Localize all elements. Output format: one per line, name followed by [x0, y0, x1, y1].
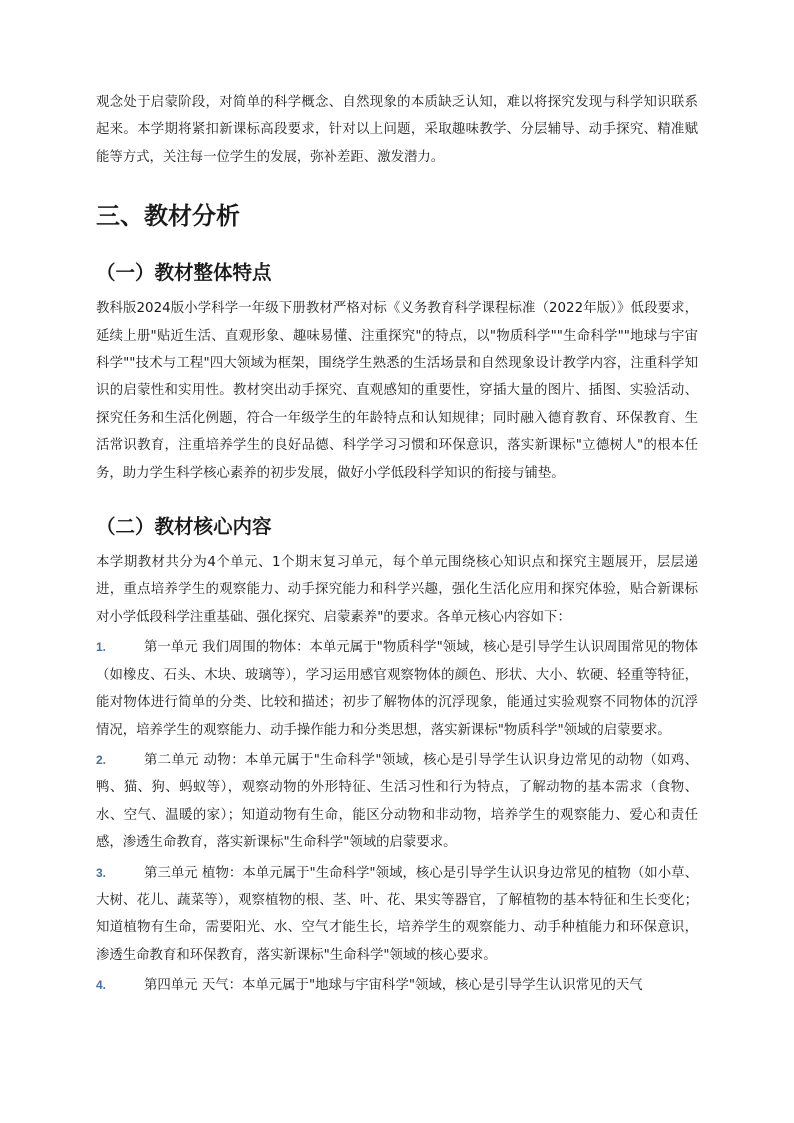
list-item — [96, 634, 698, 744]
features-paragraph: 教科版2024版小学科学一年级下册教材严格对标《义务教育科学课程标准（2022年版）》低段要求，延续上册"贴近生活、直观形象、趣味易懂、注重探究"的特点，以"物质科学""生命科学""地球与宇宙科学""技术与工程"四大领域为框架，围绕学生熟悉的生活场景和自然现象设计教学内容，注重科学知识的启蒙性和实用性。教材突出动手探究、直观感知的重要性，穿插大量的图片、插图、实验活动、探究任务和生活化例题，符合一年级学生的年龄特点和认知规律；同时融入德育教育、环保教育、生活常识教育，注重培养学生的良好品德、科学学习习惯和环保意识，落实新课标"立德树人"的根本任务，助力学生科学核心素养的初步发展，做好小学低段科学知识的衔接与铺垫。 — [96, 301, 698, 481]
list-number: 4. — [96, 978, 107, 993]
subsection-heading-features: （一）教材整体特点 — [96, 261, 272, 285]
intro-paragraph: 观念处于启蒙阶段，对简单的科学概念、自然现象的本质缺乏认知，难以将探究发现与科学知识联系起来。本学期将紧扣新课标高段要求，针对以上问题，采取趣味教学、分层辅导、动手探究、精准赋能等方式，关注每一位学生的发展，弥补差距、激发潜力。 — [96, 95, 698, 165]
list-number: 3. — [96, 865, 107, 880]
list-item — [96, 972, 698, 999]
list-item — [96, 860, 698, 970]
unit-list — [96, 634, 698, 999]
list-item — [96, 747, 698, 857]
list-number: 2. — [96, 752, 107, 767]
list-number: 1. — [96, 640, 107, 655]
section-heading: 三、教材分析 — [96, 202, 240, 231]
content-paragraph: 本学期教材共分为4个单元、1个期末复习单元，每个单元围绕核心知识点和探究主题展开，层层递进，重点培养学生的观察能力、动手探究能力和科学兴趣，强化生活化应用和探究体验，贴合新课标对小学低段科学注重基础、强化探究、启蒙素养"的要求。各单元核心内容如下： — [96, 555, 698, 625]
list-item-text: 第二单元 动物：本单元属于"生命科学"领域，核心是引导学生认识身边常见的动物（如鸡、鸭、猫、狗、蚂蚁等），观察动物的外形特征、生活习性和行为特点，了解动物的基本需求（食物、水、空气、温暖的家）；知道动物有生命，能区分动物和非动物，培养学生的观察能力、爱心和责任感，渗透生命教育，落实新课标"生命科学"领域的启蒙要求。 — [96, 752, 698, 851]
list-item-text: 第四单元 天气：本单元属于"地球与宇宙科学"领域，核心是引导学生认识常见的天气 — [144, 978, 643, 994]
list-item-text: 第三单元 植物：本单元属于"生命科学"领域，核心是引导学生认识身边常见的植物（如小草、大树、花儿、蔬菜等），观察植物的根、茎、叶、花、果实等器官，了解植物的基本特征和生长变化；知道植物有生命，需要阳光、水、空气才能生长，培养学生的观察能力、动手种植能力和环保意识，渗透生命教育和环保教育，落实新课标"生命科学"领域的核心要求。 — [96, 865, 698, 963]
list-item-text: 第一单元 我们周围的物体：本单元属于"物质科学"领域，核心是引导学生认识周围常见的物体（如橡皮、石头、木块、玻璃等），学习运用感官观察物体的颜色、形状、大小、软硬、轻重等特征，能对物体进行简单的分类、比较和描述；初步了解物体的沉浮现象，能通过实验观察不同物体的沉浮情况，培养学生的观察能力、动手操作能力和分类思想，落实新课标"物质科学"领域的启蒙要求。 — [96, 640, 698, 738]
subsection-heading-content: （二）教材核心内容 — [96, 515, 272, 539]
